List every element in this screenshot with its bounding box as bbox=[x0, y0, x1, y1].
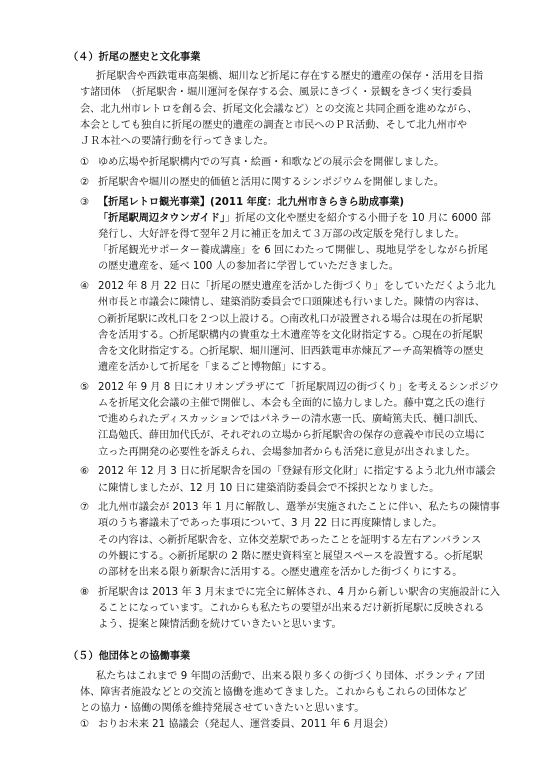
section-heading bbox=[0, 649, 555, 665]
item-text bbox=[98, 464, 496, 496]
item-text bbox=[98, 585, 500, 634]
item-number: ⑤ bbox=[80, 381, 90, 393]
item-number: ④ bbox=[80, 281, 90, 293]
project-title: 【折尾レトロ観光事業】(2011 年度：北九州市きらきら助成事業) bbox=[98, 196, 405, 208]
item-line: 州市長と市議会に陳情し、建築消防委員会で口頭陳述も行いました。陳情の内容は、 bbox=[98, 297, 486, 309]
activity-list bbox=[0, 155, 555, 633]
intro-line: 折尾駅舎や西鉄電車高架橋、堀川など折尾に存在する歴史的遺産の保存・活用を目指 bbox=[96, 71, 484, 83]
intro-line: 本会としても独自に折尾の歴史的遺産の調査と市民へのＰＲ活動、そして北九州市や bbox=[80, 119, 468, 131]
item-line: 項のうち審議未了であった事項について、3 月 22 日に再度陳情しました。 bbox=[98, 518, 443, 530]
item-line: 2012 年 8 月 22 日に「折尾の歴史遺産を活かした街づくり」をしていただくよう北九 bbox=[98, 281, 496, 293]
item-number: ① bbox=[80, 157, 90, 169]
list-item bbox=[0, 155, 555, 171]
item-line: おりお未来 21 協議会（発起人、運営委員、2011 年 6 月退会） bbox=[98, 719, 394, 731]
intro-line: 私たちはこれまで 9 年間の活動で、出来る限り多くの街づくり団体、ボランティア団 bbox=[96, 670, 485, 682]
item-line: で進められたディスカッションではパネラーの清水憲一氏、廣崎篤夫氏、樋口訓氏、 bbox=[98, 414, 484, 426]
intro-line: ＪＲ本社への要請行動を行ってきました。 bbox=[80, 136, 274, 148]
item-text bbox=[98, 279, 496, 376]
partner-list bbox=[0, 717, 555, 733]
item-text bbox=[98, 717, 394, 733]
item-number: ⑦ bbox=[80, 502, 90, 514]
item-line: よう、提案と陳情活動を続けていきたいと思います。 bbox=[98, 619, 342, 631]
list-item bbox=[0, 717, 555, 733]
section-intro bbox=[0, 669, 555, 718]
section-title: 折尾の歴史と文化事業 bbox=[98, 52, 201, 63]
guide-name: 「折尾駅周辺タウンガイド」 bbox=[98, 212, 226, 224]
item-line: の歴史遺産を、延べ 100 人の参加者に学習していただきました。 bbox=[98, 261, 399, 273]
intro-line: 体、障害者施設などとの交流と協働を進めてきました。これからもこれらの団体など bbox=[80, 686, 468, 698]
list-item bbox=[0, 175, 555, 191]
list-item bbox=[0, 500, 555, 581]
item-line: 立った再開発の必要性を訴えられ、会場参加者からも活発に意見が出されました。 bbox=[98, 446, 476, 458]
section-intro bbox=[0, 69, 555, 150]
section-number: （４） bbox=[68, 52, 99, 63]
item-line: 折尾駅舎は 2013 年 3 月末までに完全に解体され、4 月から新しい駅舎の実施設計に入 bbox=[98, 586, 501, 598]
item-line: の外観にする。◇新折尾駅の 2 階に歴史資料室と展望スペースを設置する。◇折尾駅 bbox=[98, 550, 483, 562]
document-content bbox=[0, 50, 555, 733]
item-line: ることになっています。これからも私たちの要望が出来るだけ新折尾駅に反映される bbox=[98, 603, 485, 614]
list-item bbox=[0, 380, 555, 461]
item-line: ○新折尾駅に改札口を２つ以上設ける。○南改札口が設置される場合は現在の折尾駅 bbox=[98, 313, 483, 325]
item-number: ① bbox=[80, 719, 90, 731]
item-text bbox=[98, 500, 500, 581]
intro-line: す諸団体 （折尾駅舎・堀川運河を保存する会、風景にきづく・景観をきづく実行委員 bbox=[80, 87, 473, 99]
list-item bbox=[0, 464, 555, 496]
item-line: 2012 年 12 月 3 日に折尾駅舎を国の「登録有形文化財」に指定するよう北九州市議会 bbox=[98, 466, 496, 478]
section-number: （５） bbox=[68, 651, 99, 663]
guide-description: 」折尾の文化や歴史を紹介する小冊子を 10 月に 6000 部 bbox=[225, 212, 491, 224]
list-item bbox=[0, 195, 555, 276]
section-collaboration bbox=[0, 649, 555, 733]
item-line: ゆめ広場や折尾駅構内での写真・絵画・和歌などの展示会を開催しました。 bbox=[98, 157, 445, 169]
item-line: その内容は、◇新折尾駅舎を、立体交差駅であったことを証明する左右アンバランス bbox=[98, 534, 482, 546]
item-line: 江島勉氏、薛田加代氏が、それぞれの立場から折尾駅舎の保存の意義や市民の立場に bbox=[98, 430, 486, 442]
item-number: ⑧ bbox=[80, 586, 90, 598]
item-number: ⑥ bbox=[80, 466, 90, 478]
item-text bbox=[98, 175, 444, 191]
intro-line: 会、北九州市レトロを創る会、折尾文化会議など）との交流と共同企画を進めながら、 bbox=[80, 103, 478, 115]
section-history-culture bbox=[0, 50, 555, 633]
item-number: ③ bbox=[80, 196, 90, 208]
list-item bbox=[0, 279, 555, 376]
item-line: 2012 年 9 月 8 日にオリオンプラザにて「折尾駅周辺の街づくり」を考えるシンポジウ bbox=[98, 381, 500, 393]
item-line: 折尾駅舎や堀川の歴史的価値と活用に関するシンポジウムを開催しました。 bbox=[98, 176, 445, 188]
item-line: 発行し、大好評を得て翌年２月に補正を加えて３万部の改定版を発行しました。 bbox=[98, 229, 465, 241]
item-line: 舎を文化財指定する。○折尾駅、堀川運河、旧西鉄電車赤煉瓦アーチ高架橋等の歴史 bbox=[98, 345, 484, 357]
item-line: に陳情しましたが、12 月 10 日に建築消防委員会で不採択となりました。 bbox=[98, 482, 440, 494]
item-line: の部材を出来る限り新駅舎に活用する。◇歴史遺産を活かした街づくりにする。 bbox=[98, 567, 463, 579]
item-text bbox=[98, 195, 491, 276]
item-line: 「折尾観光サポーター養成講座」を 6 回にわたって開催し、現地見学をしながら折尾 bbox=[98, 245, 488, 257]
section-title: 他団体との協働事業 bbox=[98, 651, 191, 663]
item-number: ② bbox=[80, 176, 90, 188]
list-item bbox=[0, 585, 555, 634]
item-line: ムを折尾文化会議の主催で開催し、本会も全面的に協力しました。藤中寛之氏の進行 bbox=[98, 398, 486, 410]
item-line: 遺産を活かして折尾を「まるごと博物館」にする。 bbox=[98, 362, 333, 374]
item-text bbox=[98, 155, 444, 171]
section-heading bbox=[0, 50, 555, 66]
item-text bbox=[98, 380, 499, 461]
intro-line: との協力・協働の関係を維持発展させていきたいと思います。 bbox=[80, 703, 365, 715]
item-line: 舎を活用する。○折尾駅構内の貴重な土木遺産等を文化財指定する。○現在の折尾駅 bbox=[98, 329, 483, 341]
item-line: 北九州市議会が 2013 年 1 月に解散し、選挙が実施されたことに伴い、私たちの陳情事 bbox=[98, 502, 500, 514]
item-line bbox=[98, 211, 491, 227]
